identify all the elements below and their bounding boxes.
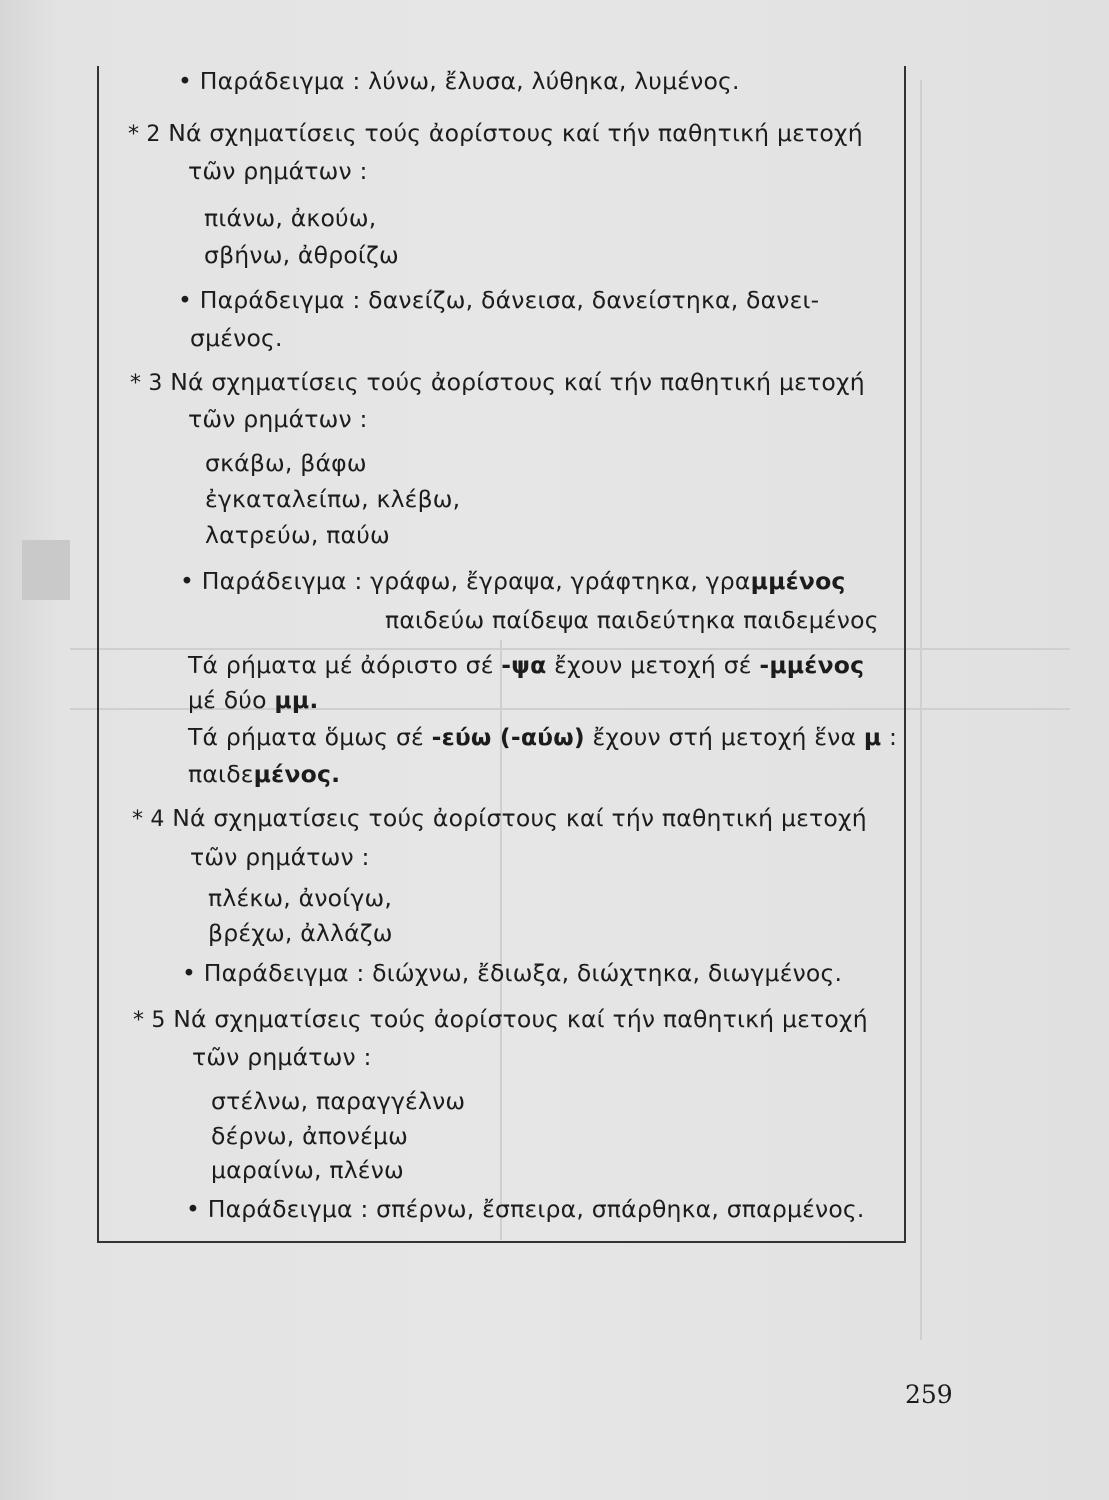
exercise-5-instruction	[133, 1005, 868, 1033]
exercise-3-example	[180, 567, 846, 595]
exercise-2-instruction	[128, 119, 863, 147]
rule-line3-e: :	[881, 723, 898, 751]
rule-line3-b: -εύω (-αύω)	[431, 723, 585, 751]
exercise-5-verbs-1: στέλνω, παραγγέλνω	[211, 1087, 466, 1115]
rule-line3-d: μ	[863, 723, 882, 751]
page-number: 259	[905, 1380, 953, 1409]
exercise-3-verbs-2: ἐγκαταλείπω, κλέβω,	[205, 485, 461, 513]
exercise-2-example-line1: Παράδειγμα : δανείζω, δάνεισα, δανείστηκα, δανει-	[199, 286, 820, 314]
exercise-4-verbs-2: βρέχω, ἀλλάζω	[208, 919, 393, 947]
exercise-3-example-line2: παιδεύω παίδεψα παιδεύτηκα παιδεμένος	[385, 606, 879, 634]
exercise-2-verbs-2: σβήνω, ἀθροίζω	[204, 241, 399, 269]
exercise-4-example-text: Παράδειγμα : διώχνω, ἔδιωξα, διώχτηκα, διωγμένος.	[203, 959, 843, 987]
exercise-5-verbs-2: δέρνω, ἀπονέμω	[211, 1122, 409, 1150]
exercise-3-marker: * 3	[130, 371, 163, 396]
exercise-3-example-bold: μμ	[750, 567, 786, 595]
exercise-5-instruction-line1: Νά σχηματίσεις τούς ἀορίστους καί τήν παθητική μετοχή	[173, 1005, 868, 1033]
exercise-5-example	[186, 1195, 865, 1223]
rule-line2	[188, 686, 319, 714]
exercise-5-example-text: Παράδειγμα : σπέρνω, ἔσπειρα, σπάρθηκα, σπαρμένος.	[207, 1195, 865, 1223]
bullet-icon: •	[178, 286, 193, 314]
exercise-3-example-suffix: ένος	[785, 567, 846, 595]
rule-line2-a: μέ δύο	[188, 686, 275, 714]
rule-line3-a: Τά ρήματα ὅμως σέ	[188, 723, 432, 751]
rule-line1-a: Τά ρήματα μέ ἀόριστο σέ	[188, 651, 502, 679]
rule-line3-c: ἔχουν στή μετοχή ἕνα	[584, 723, 864, 751]
exercise-3-verbs-1: σκάβω, βάφω	[205, 449, 367, 477]
exercise-2-example-line2: σμένος.	[190, 324, 283, 352]
rule-line4	[188, 760, 341, 788]
exercise-2-marker: * 2	[128, 122, 161, 147]
exercise-2-instruction-line2: τῶν ρημάτων :	[188, 157, 368, 185]
rule-line1-d: -μμένος	[759, 651, 865, 679]
exercise-3-instruction-line1: Νά σχηματίσεις τούς ἀορίστους καί τήν παθητική μετοχή	[170, 368, 865, 396]
exercise-4-instruction-line1: Νά σχηματίσεις τούς ἀορίστους καί τήν παθητική μετοχή	[172, 804, 867, 832]
exercise-4-instruction	[132, 804, 867, 832]
exercise-3-instruction-line2: τῶν ρημάτων :	[188, 405, 368, 433]
example-1-text: Παράδειγμα : λύνω, ἔλυσα, λύθηκα, λυμένος.	[199, 67, 740, 95]
rule-line4-b: μένος.	[253, 760, 341, 788]
rule-line3	[188, 723, 898, 751]
rule-line2-b: μμ.	[274, 686, 319, 714]
exercise-4-example	[182, 959, 843, 987]
bullet-icon: •	[182, 959, 197, 987]
bullet-icon: •	[178, 67, 193, 95]
exercise-4-marker: * 4	[132, 807, 165, 832]
exercise-3-example-prefix: Παράδειγμα : γράφω, ἔγραψα, γράφτηκα, γρα	[201, 567, 751, 595]
rule-line4-a: παιδε	[188, 760, 254, 788]
exercise-2-example	[178, 286, 820, 314]
exercise-4-verbs-1: πλέκω, ἀνοίγω,	[208, 884, 393, 912]
exercise-5-verbs-3: μαραίνω, πλένω	[211, 1156, 404, 1184]
bullet-icon: •	[180, 567, 195, 595]
bullet-icon: •	[186, 1195, 201, 1223]
exercise-5-marker: * 5	[133, 1008, 166, 1033]
exercise-5-instruction-line2: τῶν ρημάτων :	[192, 1043, 372, 1071]
exercise-3-instruction	[130, 368, 865, 396]
example-1	[178, 67, 740, 95]
bleed-through-block	[22, 540, 70, 600]
rule-line1	[188, 651, 865, 679]
rule-line1-c: ἔχουν μετοχή σέ	[546, 651, 760, 679]
exercise-2-instruction-line1: Νά σχηματίσεις τούς ἀορίστους καί τήν παθητική μετοχή	[168, 119, 863, 147]
rule-line1-b: -ψα	[501, 651, 547, 679]
bleed-through-rule	[920, 80, 922, 1340]
exercise-3-verbs-3: λατρεύω, παύω	[205, 521, 390, 549]
exercise-2-verbs-1: πιάνω, ἀκούω,	[204, 204, 377, 232]
exercise-4-instruction-line2: τῶν ρημάτων :	[190, 843, 370, 871]
